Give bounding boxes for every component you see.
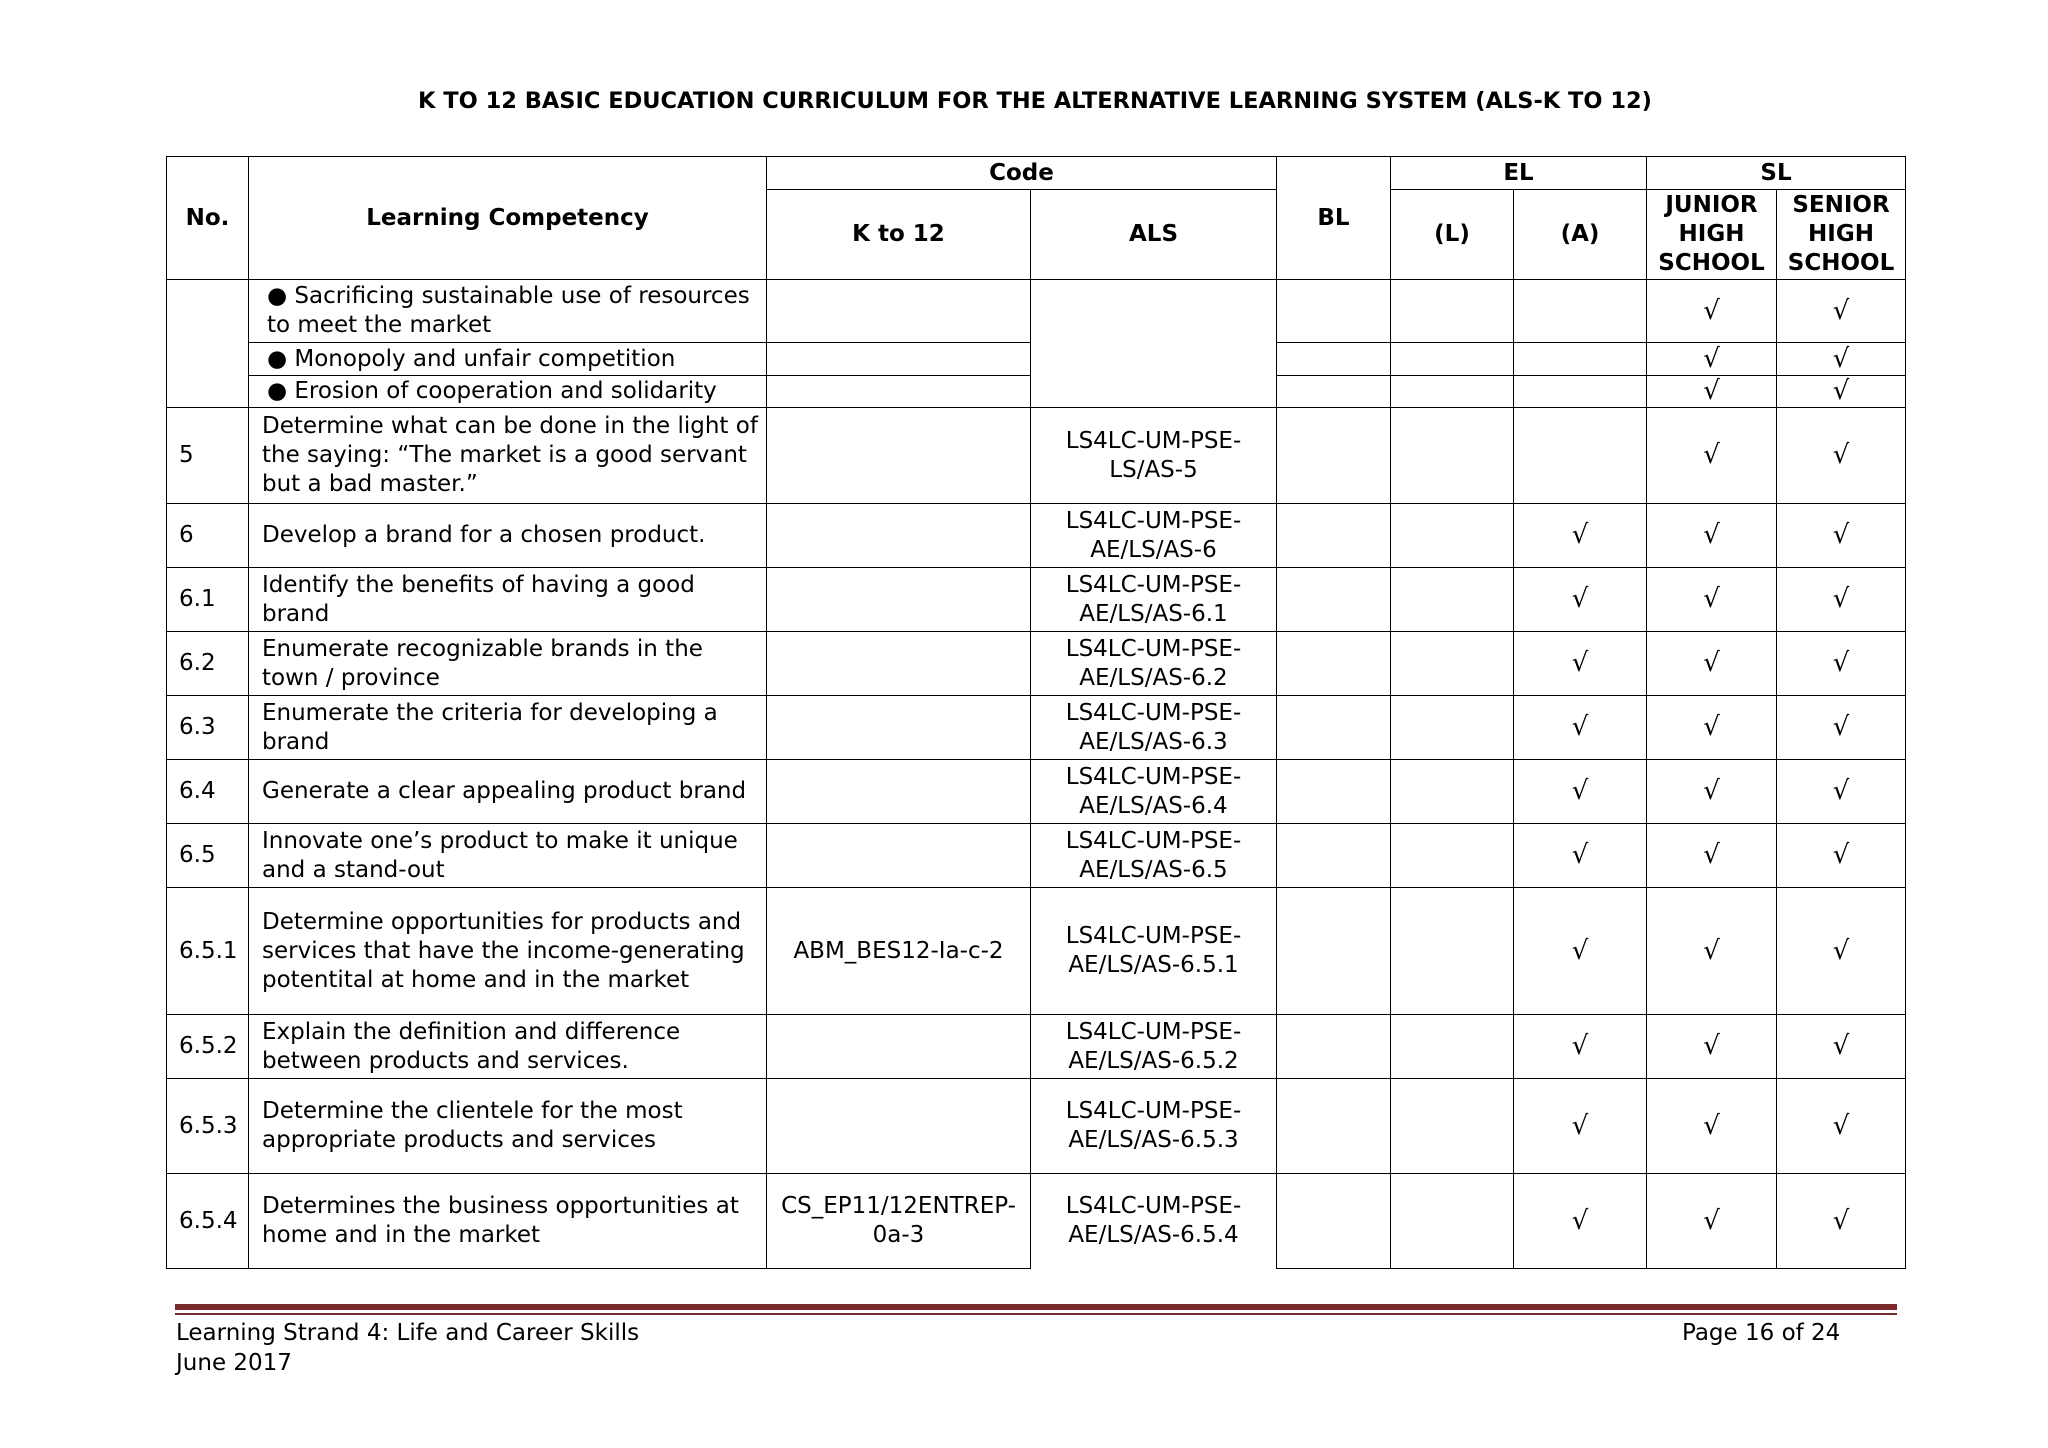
jhs-check: √ bbox=[1647, 568, 1777, 632]
learning-competency: Innovate one’s product to make it unique and a stand-out bbox=[249, 824, 767, 888]
bl-cell bbox=[1277, 888, 1391, 1015]
row-number: 6.5.2 bbox=[167, 1015, 249, 1079]
table-row bbox=[167, 1174, 1906, 1269]
learning-competency: Determines the business opportunities at home and in the market bbox=[249, 1174, 767, 1269]
bl-cell bbox=[1277, 1015, 1391, 1079]
k12-code bbox=[767, 343, 1031, 376]
footer-date: June 2017 bbox=[176, 1350, 292, 1376]
learning-competency: ● Sacrificing sustainable use of resources to meet the market bbox=[249, 280, 767, 343]
shs-check: √ bbox=[1777, 1174, 1906, 1269]
row-number: 6.5 bbox=[167, 824, 249, 888]
header-k-to-12: K to 12 bbox=[767, 190, 1031, 280]
bl-cell bbox=[1277, 696, 1391, 760]
header-junior-high-school: JUNIOR HIGH SCHOOL bbox=[1647, 190, 1777, 280]
learning-competency: Generate a clear appealing product brand bbox=[249, 760, 767, 824]
als-code: LS4LC-UM-PSE-AE/LS/AS-6.5.2 bbox=[1031, 1015, 1277, 1079]
shs-check: √ bbox=[1777, 824, 1906, 888]
el-a-check: √ bbox=[1514, 824, 1647, 888]
row-number: 6.2 bbox=[167, 632, 249, 696]
el-l-cell bbox=[1391, 696, 1514, 760]
table-row bbox=[167, 280, 1906, 343]
als-code bbox=[1031, 408, 1277, 504]
el-l-cell bbox=[1391, 504, 1514, 568]
jhs-check: √ bbox=[1647, 824, 1777, 888]
als-code: LS4LC-UM-PSE-AE/LS/AS-6.5.1 bbox=[1031, 888, 1277, 1015]
learning-competency: Identify the benefits of having a good brand bbox=[249, 568, 767, 632]
learning-competency: Enumerate recognizable brands in the town / province bbox=[249, 632, 767, 696]
el-l-cell bbox=[1391, 280, 1514, 343]
k12-code: CS_EP11/12ENTREP-0a-3 bbox=[767, 1174, 1031, 1269]
bl-cell bbox=[1277, 1174, 1391, 1269]
jhs-check: √ bbox=[1647, 280, 1777, 343]
jhs-check: √ bbox=[1647, 343, 1777, 376]
k12-code bbox=[767, 696, 1031, 760]
row-number: 6.3 bbox=[167, 696, 249, 760]
shs-check: √ bbox=[1777, 1015, 1906, 1079]
jhs-check: √ bbox=[1647, 888, 1777, 1015]
learning-competency: Determine opportunities for products and services that have the income-generating potentital at home and in the market bbox=[249, 888, 767, 1015]
header-bl: BL bbox=[1277, 157, 1391, 280]
curriculum-table bbox=[166, 156, 1906, 1269]
bl-cell bbox=[1277, 343, 1391, 376]
shs-check: √ bbox=[1777, 376, 1906, 408]
als-code: LS4LC-UM-PSE-AE/LS/AS-6.5 bbox=[1031, 824, 1277, 888]
footer-divider bbox=[175, 1304, 1897, 1310]
header-als: ALS bbox=[1031, 190, 1277, 280]
als-code: LS4LC-UM-PSE-AE/LS/AS-6.5.4 bbox=[1031, 1174, 1277, 1269]
jhs-check: √ bbox=[1647, 504, 1777, 568]
jhs-check: √ bbox=[1647, 1015, 1777, 1079]
als-code: LS4LC-UM-PSE-AE/LS/AS-6.5.3 bbox=[1031, 1079, 1277, 1174]
el-l-cell bbox=[1391, 888, 1514, 1015]
header-el-l: (L) bbox=[1391, 190, 1514, 280]
el-a-check: √ bbox=[1514, 760, 1647, 824]
k12-code bbox=[767, 568, 1031, 632]
learning-competency: Enumerate the criteria for developing a brand bbox=[249, 696, 767, 760]
el-a-cell bbox=[1514, 408, 1647, 504]
learning-competency: Determine what can be done in the light of the saying: “The market is a good servant but a bad master.” bbox=[249, 408, 767, 504]
shs-check: √ bbox=[1777, 1079, 1906, 1174]
header-el: EL bbox=[1391, 157, 1647, 190]
learning-competency: ● Monopoly and unfair competition bbox=[249, 343, 767, 376]
el-a-check: √ bbox=[1514, 504, 1647, 568]
k12-code bbox=[767, 1015, 1031, 1079]
k12-code bbox=[767, 280, 1031, 343]
k12-code: ABM_BES12-Ia-c-2 bbox=[767, 888, 1031, 1015]
table-row bbox=[167, 632, 1906, 696]
shs-check: √ bbox=[1777, 343, 1906, 376]
table-row bbox=[167, 504, 1906, 568]
el-l-cell bbox=[1391, 568, 1514, 632]
jhs-check: √ bbox=[1647, 376, 1777, 408]
el-a-cell bbox=[1514, 376, 1647, 408]
el-a-cell bbox=[1514, 343, 1647, 376]
k12-code bbox=[767, 408, 1031, 504]
row-number: 6.5.1 bbox=[167, 888, 249, 1015]
shs-check: √ bbox=[1777, 760, 1906, 824]
el-l-cell bbox=[1391, 632, 1514, 696]
header-learning-competency: Learning Competency bbox=[249, 157, 767, 280]
table-row bbox=[167, 888, 1906, 1015]
row-number: 6.4 bbox=[167, 760, 249, 824]
shs-check: √ bbox=[1777, 888, 1906, 1015]
k12-code bbox=[767, 376, 1031, 408]
shs-check: √ bbox=[1777, 568, 1906, 632]
footer-divider-thin bbox=[175, 1313, 1897, 1315]
header-senior-high-school: SENIOR HIGH SCHOOL bbox=[1777, 190, 1906, 280]
el-a-cell bbox=[1514, 280, 1647, 343]
table-row bbox=[167, 696, 1906, 760]
bl-cell bbox=[1277, 504, 1391, 568]
header-sl: SL bbox=[1647, 157, 1906, 190]
row-number: 5 bbox=[167, 408, 249, 504]
el-a-check: √ bbox=[1514, 1015, 1647, 1079]
el-a-check: √ bbox=[1514, 1174, 1647, 1269]
bl-cell bbox=[1277, 280, 1391, 343]
table-row bbox=[167, 824, 1906, 888]
header-code: Code bbox=[767, 157, 1277, 190]
bl-cell bbox=[1277, 760, 1391, 824]
el-l-cell bbox=[1391, 1174, 1514, 1269]
table-row bbox=[167, 760, 1906, 824]
jhs-check: √ bbox=[1647, 632, 1777, 696]
bl-cell bbox=[1277, 568, 1391, 632]
bl-cell bbox=[1277, 632, 1391, 696]
jhs-check: √ bbox=[1647, 760, 1777, 824]
learning-competency: Explain the definition and difference between products and services. bbox=[249, 1015, 767, 1079]
learning-competency: ● Erosion of cooperation and solidarity bbox=[249, 376, 767, 408]
row-number: 6.5.3 bbox=[167, 1079, 249, 1174]
k12-code bbox=[767, 824, 1031, 888]
header-el-a: (A) bbox=[1514, 190, 1647, 280]
table-row bbox=[167, 1079, 1906, 1174]
el-a-check: √ bbox=[1514, 1079, 1647, 1174]
shs-check: √ bbox=[1777, 696, 1906, 760]
learning-competency: Develop a brand for a chosen product. bbox=[249, 504, 767, 568]
footer-learning-strand: Learning Strand 4: Life and Career Skills bbox=[176, 1320, 640, 1346]
jhs-check: √ bbox=[1647, 1174, 1777, 1269]
el-l-cell bbox=[1391, 1079, 1514, 1174]
als-code-line2: LS/AS-5 bbox=[1109, 456, 1198, 483]
als-code-line1: LS4LC-UM-PSE- bbox=[1065, 427, 1242, 454]
als-code: LS4LC-UM-PSE-AE/LS/AS-6.3 bbox=[1031, 696, 1277, 760]
el-a-check: √ bbox=[1514, 632, 1647, 696]
k12-code bbox=[767, 632, 1031, 696]
als-code: LS4LC-UM-PSE-AE/LS/AS-6.2 bbox=[1031, 632, 1277, 696]
row-number: 6.1 bbox=[167, 568, 249, 632]
als-code: LS4LC-UM-PSE-AE/LS/AS-6 bbox=[1031, 504, 1277, 568]
el-l-cell bbox=[1391, 760, 1514, 824]
table-row bbox=[167, 568, 1906, 632]
shs-check: √ bbox=[1777, 632, 1906, 696]
als-code: LS4LC-UM-PSE-AE/LS/AS-6.1 bbox=[1031, 568, 1277, 632]
el-l-cell bbox=[1391, 343, 1514, 376]
header-no: No. bbox=[167, 157, 249, 280]
el-l-cell bbox=[1391, 408, 1514, 504]
el-l-cell bbox=[1391, 1015, 1514, 1079]
jhs-check: √ bbox=[1647, 408, 1777, 504]
table-row bbox=[167, 408, 1906, 504]
als-code: LS4LC-UM-PSE-AE/LS/AS-6.4 bbox=[1031, 760, 1277, 824]
k12-code bbox=[767, 760, 1031, 824]
el-l-cell bbox=[1391, 376, 1514, 408]
als-code bbox=[1031, 280, 1277, 408]
bl-cell bbox=[1277, 408, 1391, 504]
table-row bbox=[167, 1015, 1906, 1079]
learning-competency: Determine the clientele for the most appropriate products and services bbox=[249, 1079, 767, 1174]
jhs-check: √ bbox=[1647, 1079, 1777, 1174]
page-title: K TO 12 BASIC EDUCATION CURRICULUM FOR THE ALTERNATIVE LEARNING SYSTEM (ALS-K TO 12) bbox=[418, 88, 1652, 114]
row-number bbox=[167, 280, 249, 408]
bl-cell bbox=[1277, 376, 1391, 408]
shs-check: √ bbox=[1777, 408, 1906, 504]
footer-page-number: Page 16 of 24 bbox=[1682, 1320, 1841, 1346]
footer-left bbox=[176, 1318, 639, 1378]
el-a-check: √ bbox=[1514, 888, 1647, 1015]
k12-code bbox=[767, 1079, 1031, 1174]
jhs-check: √ bbox=[1647, 696, 1777, 760]
k12-code bbox=[767, 504, 1031, 568]
el-l-cell bbox=[1391, 824, 1514, 888]
bl-cell bbox=[1277, 1079, 1391, 1174]
el-a-check: √ bbox=[1514, 696, 1647, 760]
bl-cell bbox=[1277, 824, 1391, 888]
shs-check: √ bbox=[1777, 280, 1906, 343]
el-a-check: √ bbox=[1514, 568, 1647, 632]
shs-check: √ bbox=[1777, 504, 1906, 568]
row-number: 6 bbox=[167, 504, 249, 568]
row-number: 6.5.4 bbox=[167, 1174, 249, 1269]
